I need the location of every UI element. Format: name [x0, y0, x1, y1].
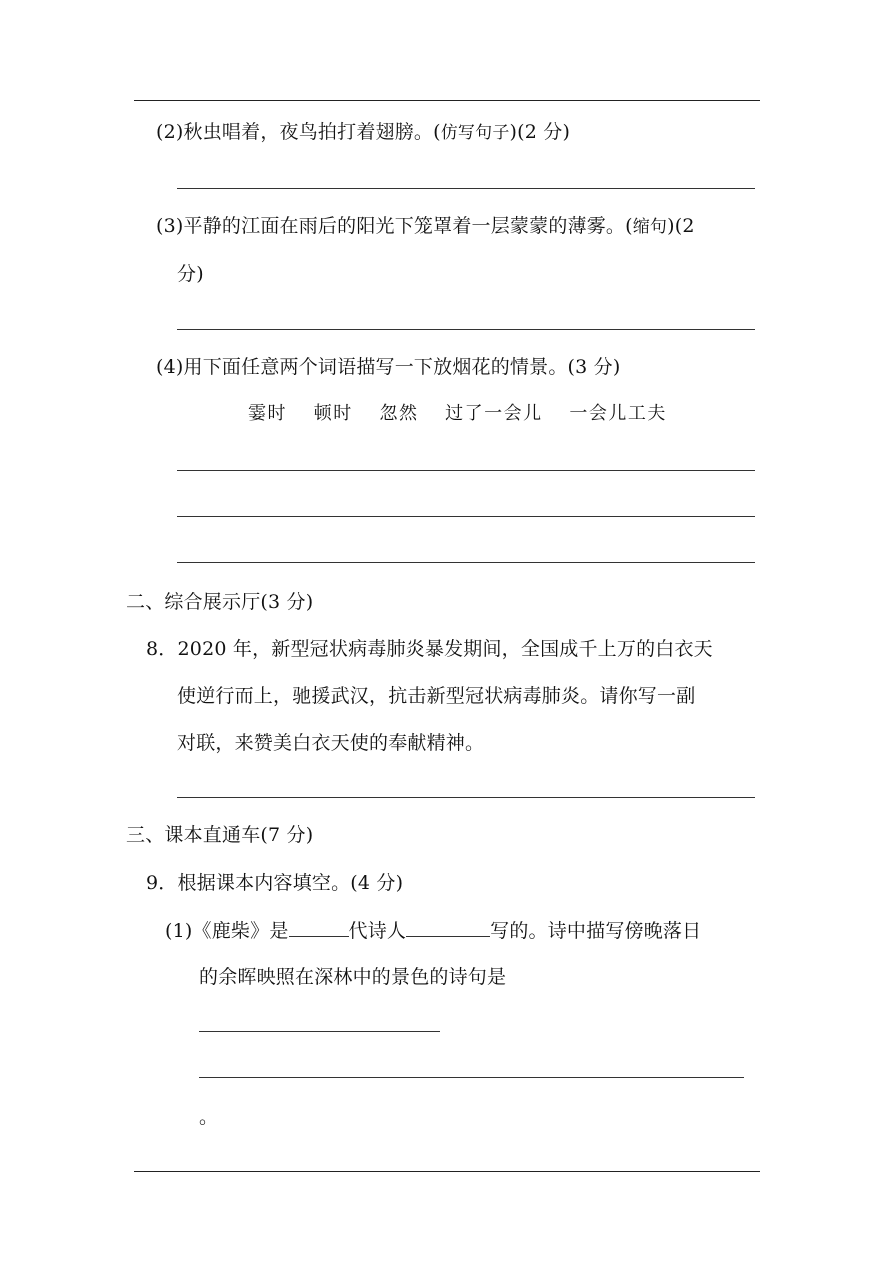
question-2-note: 仿写句子 — [440, 123, 510, 143]
question-2 — [156, 120, 570, 145]
question-3-note: 缩句 — [632, 217, 668, 237]
top-rule — [134, 100, 760, 101]
question-9-title: 9．根据课本内容填空。(4 分) — [146, 872, 404, 894]
question-9-part-1-a: (1)《鹿柴》是 — [165, 920, 289, 942]
question-2-text: (2)秋虫唱着，夜鸟拍打着翅膀。( — [156, 121, 441, 143]
answer-line-q4-1[interactable] — [177, 470, 755, 471]
question-9-part-1-b: 代诗人 — [348, 920, 407, 942]
question-2-score: )(2 分) — [509, 121, 571, 143]
question-3-score: )(2 — [667, 215, 695, 237]
answer-line-q3[interactable] — [177, 329, 755, 330]
question-9-part-1-line-2: 的余晖映照在深林中的景色的诗句是 — [199, 966, 507, 988]
question-9-part-1 — [165, 918, 701, 943]
question-3 — [156, 214, 695, 239]
answer-line-q4-3[interactable] — [177, 562, 755, 563]
question-3-text: (3)平静的江面在雨后的阳光下笼罩着一层蒙蒙的薄雾。( — [156, 215, 633, 237]
question-9-period: 。 — [199, 1106, 219, 1128]
section-2-title: 二、综合展示厅(3 分) — [126, 591, 314, 613]
blank-poet[interactable] — [406, 918, 490, 937]
bottom-rule — [134, 1171, 760, 1172]
answer-line-q9-short[interactable] — [199, 1031, 440, 1032]
answer-line-q9-long[interactable] — [199, 1077, 744, 1078]
section-3-title: 三、课本直通车(7 分) — [126, 824, 314, 846]
question-8-line-1: 8．2020 年，新型冠状病毒肺炎暴发期间，全国成千上万的白衣天 — [146, 638, 713, 660]
question-9-part-1-c: 写的。诗中描写傍晚落日 — [490, 920, 702, 942]
answer-line-q8[interactable] — [177, 797, 755, 798]
answer-line-q4-2[interactable] — [177, 516, 755, 517]
answer-line-q2[interactable] — [177, 188, 755, 189]
question-4: (4)用下面任意两个词语描写一下放烟花的情景。(3 分) — [156, 356, 621, 378]
question-8-line-3: 对联，来赞美白衣天使的奉献精神。 — [177, 732, 485, 754]
question-3-continued: 分) — [177, 263, 204, 285]
question-8-line-2: 使逆行而上，驰援武汉，抗击新型冠状病毒肺炎。请你写一副 — [177, 685, 696, 707]
word-bank: 霎时 顿时 忽然 过了一会儿 一会儿工夫 — [248, 403, 667, 424]
blank-dynasty[interactable] — [289, 918, 349, 937]
